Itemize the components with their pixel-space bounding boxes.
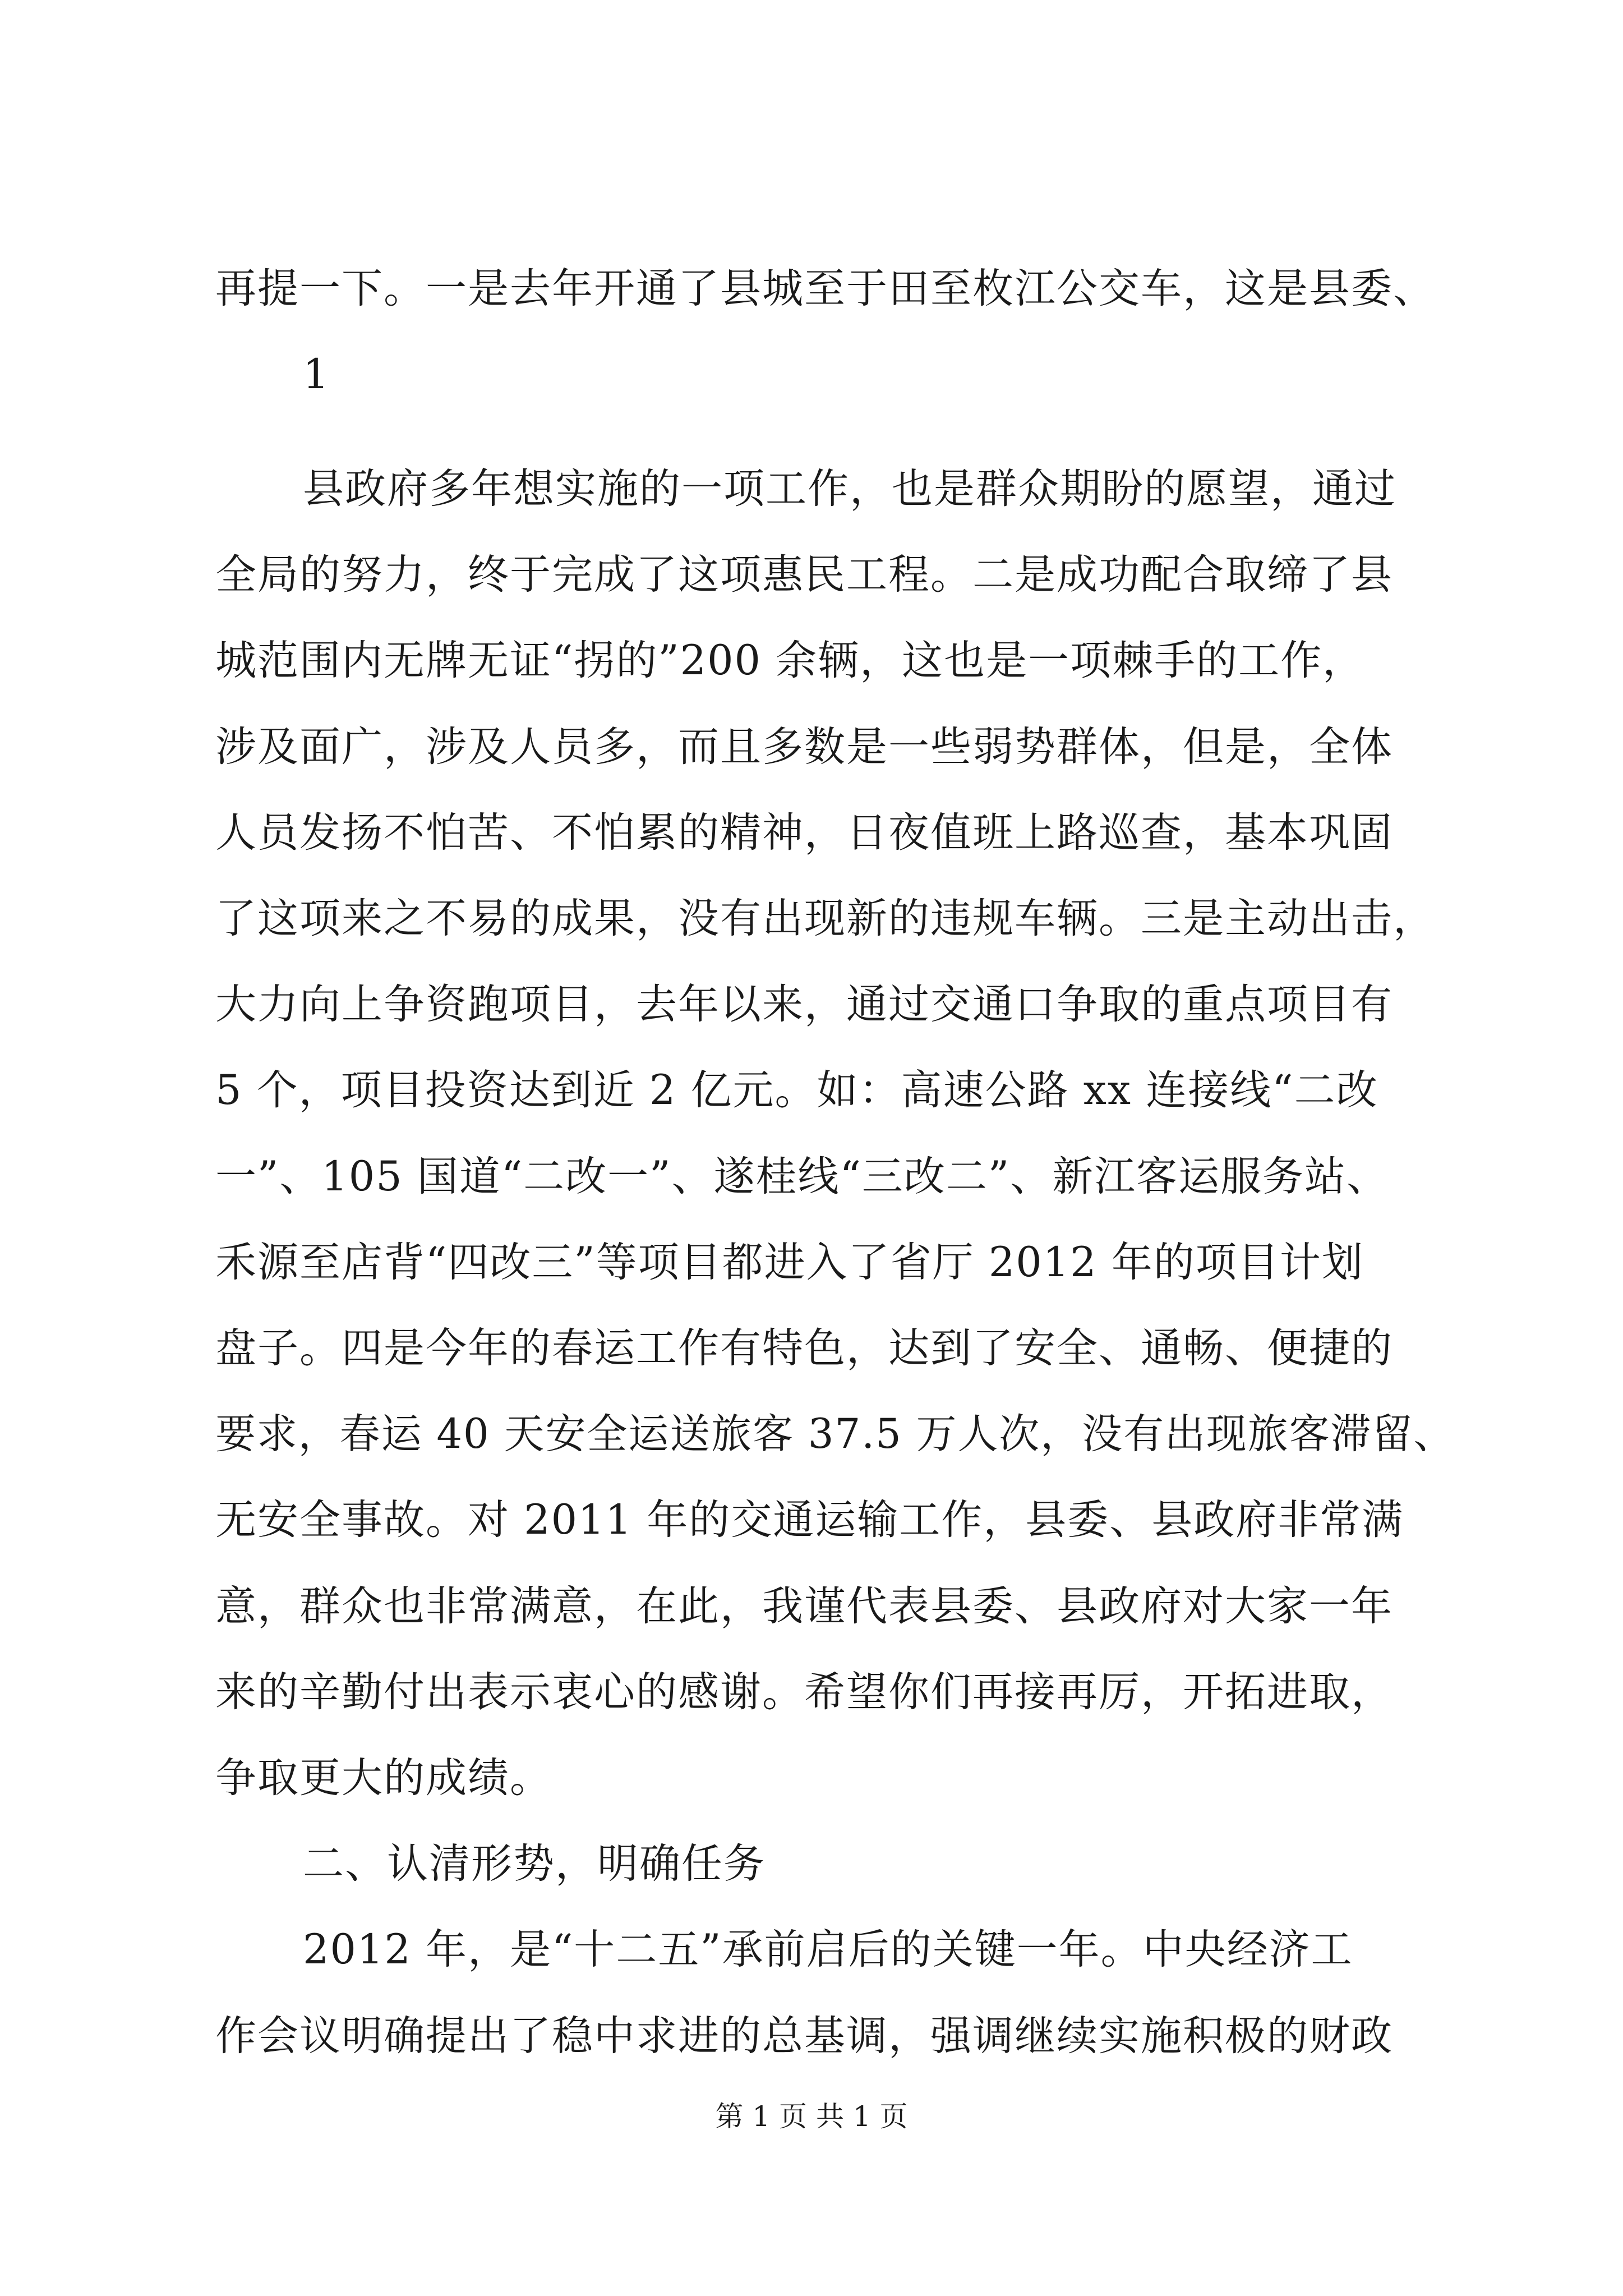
- text-line: 要求，春运 40 天安全运送旅客 37.5 万人次，没有出现旅客滞留、: [215, 1410, 1455, 1458]
- text-line: 盘子。四是今年的春运工作有特色，达到了安全、通畅、便捷的: [215, 1324, 1393, 1372]
- text-line: 作会议明确提出了稳中求进的总基调，强调继续实施积极的财政: [215, 2012, 1393, 2060]
- text-line: 大力向上争资跑项目，去年以来，通过交通口争取的重点项目有: [215, 981, 1393, 1028]
- text-line: 禾源至店背“四改三”等项目都进入了省厅 2012 年的项目计划: [215, 1239, 1364, 1286]
- text-line: 2012 年，是“十二五”承前启后的关键一年。中央经济工: [303, 1926, 1353, 1973]
- text-line: 争取更大的成绩。: [215, 1754, 552, 1802]
- text-line: 再提一下。一是去年开通了县城至于田至枚江公交车，这是县委、: [215, 265, 1435, 312]
- text-line: 全局的努力，终于完成了这项惠民工程。二是成功配合取缔了县: [215, 551, 1393, 599]
- text-line: 来的辛勤付出表示衷心的感谢。希望你们再接再厉，开拓进取，: [215, 1668, 1393, 1716]
- page-footer: 第 1 页 共 1 页: [715, 2100, 908, 2133]
- text-line: 5 个，项目投资达到近 2 亿元。如：高速公路 xx 连接线“二改: [215, 1066, 1378, 1114]
- section-heading: 二、认清形势，明确任务: [303, 1840, 766, 1888]
- text-line: 人员发扬不怕苦、不怕累的精神，日夜值班上路巡查，基本巩固: [215, 809, 1393, 857]
- text-line: 意，群众也非常满意，在此，我谨代表县委、县政府对大家一年: [215, 1582, 1393, 1630]
- page-number-inline: 1: [303, 351, 330, 398]
- text-line: 一”、105 国道“二改一”、遂桂线“三改二”、新江客运服务站、: [215, 1153, 1389, 1200]
- text-line: 了这项来之不易的成果，没有出现新的违规车辆。三是主动出击，: [215, 895, 1435, 942]
- text-line: 县政府多年想实施的一项工作，也是群众期盼的愿望，通过: [303, 465, 1396, 513]
- text-line: 涉及面广，涉及人员多，而且多数是一些弱势群体，但是，全体: [215, 723, 1393, 771]
- text-line: 无安全事故。对 2011 年的交通运输工作，县委、县政府非常满: [215, 1496, 1404, 1544]
- text-line: 城范围内无牌无证“拐的”200 余辆，这也是一项棘手的工作，: [215, 637, 1365, 684]
